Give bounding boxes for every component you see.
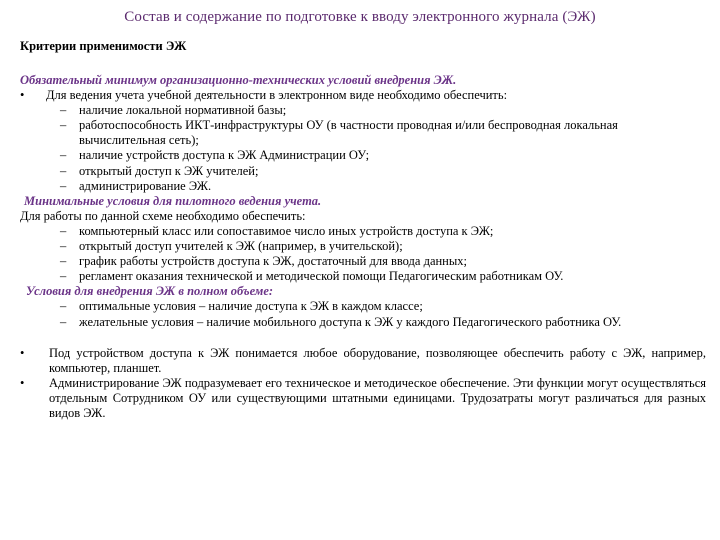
note-text: Под устройством доступа к ЭЖ понимается любое оборудование, позволяющее обеспечить работу с ЭЖ, например, компьютер, планшет.	[49, 345, 706, 375]
section1-item-text: работоспособность ИКТ-инфраструктуры ОУ (в частности проводная и/или беспроводная локальная	[79, 118, 618, 133]
section1-bullet	[20, 88, 705, 103]
dash-mark: –	[60, 148, 67, 163]
dash-mark: –	[60, 299, 67, 314]
section1-item-text: наличие локальной нормативной базы;	[79, 103, 287, 118]
section1-item	[20, 164, 705, 179]
bullet-mark: •	[20, 375, 25, 390]
section3-item	[20, 315, 705, 330]
section2-item	[20, 239, 705, 254]
note-paragraph	[20, 376, 706, 421]
section2-item-text: открытый доступ учителей к ЭЖ (например, в учительской);	[79, 239, 403, 254]
section2-item-text: компьютерный класс или сопоставимое число иных устройств доступа к ЭЖ;	[79, 223, 494, 238]
section3-heading: Условия для внедрения ЭЖ в полном объеме:	[26, 284, 274, 299]
section1-item	[20, 179, 705, 194]
section3-item-text: оптимальные условия – наличие доступа к ЭЖ в каждом классе;	[79, 299, 423, 314]
bullet-mark: •	[20, 345, 25, 360]
section3-item	[20, 299, 705, 314]
dash-mark: –	[60, 223, 67, 238]
dash-mark: –	[60, 178, 67, 193]
section2-item	[20, 269, 705, 284]
dash-mark: –	[60, 103, 67, 118]
section1-item-continuation: вычислительная сеть);	[79, 133, 199, 148]
section1-item	[20, 103, 705, 118]
criteria-heading: Критерии применимости ЭЖ	[20, 39, 187, 53]
section1-item-text: наличие устройств доступа к ЭЖ Администрации ОУ;	[79, 148, 370, 163]
spacer	[20, 330, 705, 346]
bullet-mark: •	[20, 88, 25, 103]
dash-mark: –	[60, 314, 67, 329]
section2-heading: Минимальные условия для пилотного ведения учета.	[24, 193, 322, 208]
section2-item-text: регламент оказания технической и методической помощи Педагогическим работникам ОУ.	[79, 269, 564, 284]
dash-mark: –	[60, 118, 67, 133]
section1-bullet-text: Для ведения учета учебной деятельности в электронном виде необходимо обеспечить:	[46, 88, 508, 103]
content-body	[20, 73, 705, 421]
dash-mark: –	[60, 163, 67, 178]
section1-item	[20, 118, 705, 133]
note-paragraph	[20, 346, 706, 376]
section1-item-text: открытый доступ к ЭЖ учителей;	[79, 163, 259, 178]
note-text: Администрирование ЭЖ подразумевает его техническое и методическое обеспечение. Эти функции могут осуществляться отдельным Сотрудником ОУ или существующими штатными единицами. Трудозатраты могут различаться для разных видов ЭЖ.	[49, 375, 706, 420]
section2-item	[20, 224, 705, 239]
section2-item	[20, 254, 705, 269]
section1-item	[20, 148, 705, 163]
section2-item-text: график работы устройств доступа к ЭЖ, достаточный для ввода данных;	[79, 254, 467, 269]
section3-item-text: желательные условия – наличие мобильного доступа к ЭЖ у каждого Педагогического работника ОУ.	[79, 314, 622, 329]
dash-mark: –	[60, 269, 67, 284]
dash-mark: –	[60, 239, 67, 254]
section1-item-text: администрирование ЭЖ.	[79, 178, 212, 193]
dash-mark: –	[60, 254, 67, 269]
page-title: Состав и содержание по подготовке к вводу электронного журнала (ЭЖ)	[124, 9, 596, 25]
section2-intro: Для работы по данной схеме необходимо обеспечить:	[20, 208, 306, 223]
section1-heading: Обязательный минимум организационно-технических условий внедрения ЭЖ.	[20, 73, 457, 87]
